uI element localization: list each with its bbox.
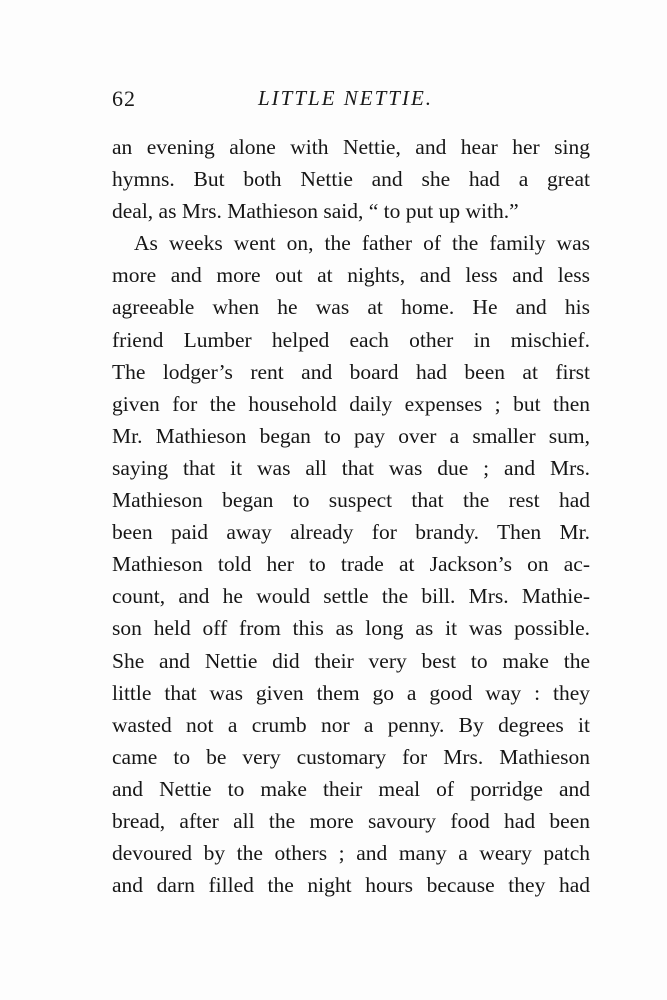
running-head xyxy=(112,86,590,116)
text-line: little that was given them go a good way : they xyxy=(112,680,590,705)
text-line: more and more out at nights, and less and less xyxy=(112,263,590,288)
text-line: deal, as Mrs. Mathieson said, “ to put up with.” xyxy=(112,199,519,224)
text-line: She and Nettie did their very best to make the xyxy=(112,648,590,673)
text-line: The lodger’s rent and board had been at first xyxy=(112,359,590,384)
text-line: Mathieson told her to trade at Jackson’s on ac- xyxy=(112,552,590,577)
text-line: given for the household daily expenses ; but then xyxy=(112,391,590,416)
text-line: devoured by the others ; and many a weary patch xyxy=(112,841,590,866)
running-title: LITTLE NETTIE. xyxy=(258,86,434,110)
text-line: been paid away already for brandy. Then Mr. xyxy=(112,520,590,545)
text-line: friend Lumber helped each other in mischief. xyxy=(112,327,590,352)
text-line: and Nettie to make their meal of porridge and xyxy=(112,776,590,801)
text-line: As weeks went on, the father of the family was xyxy=(134,231,590,256)
text-line: agreeable when he was at home. He and his xyxy=(112,295,590,320)
text-line: Mr. Mathieson began to pay over a smaller sum, xyxy=(112,423,590,448)
text-line: son held off from this as long as it was possible. xyxy=(112,616,590,641)
body-text xyxy=(112,131,590,901)
text-line: hymns. But both Nettie and she had a great xyxy=(112,167,590,192)
text-line: bread, after all the more savoury food had been xyxy=(112,808,590,833)
text-line: saying that it was all that was due ; and Mrs. xyxy=(112,455,590,480)
text-line: wasted not a crumb nor a penny. By degrees it xyxy=(112,712,590,737)
text-line: Mathieson began to suspect that the rest had xyxy=(112,488,590,513)
text-line: came to be very customary for Mrs. Mathieson xyxy=(112,744,590,769)
page-number: 62 xyxy=(112,86,136,111)
text-line: an evening alone with Nettie, and hear her sing xyxy=(112,135,590,159)
text-line: and darn filled the night hours because they had xyxy=(112,873,590,898)
text-line: count, and he would settle the bill. Mrs. Mathie- xyxy=(112,584,590,609)
